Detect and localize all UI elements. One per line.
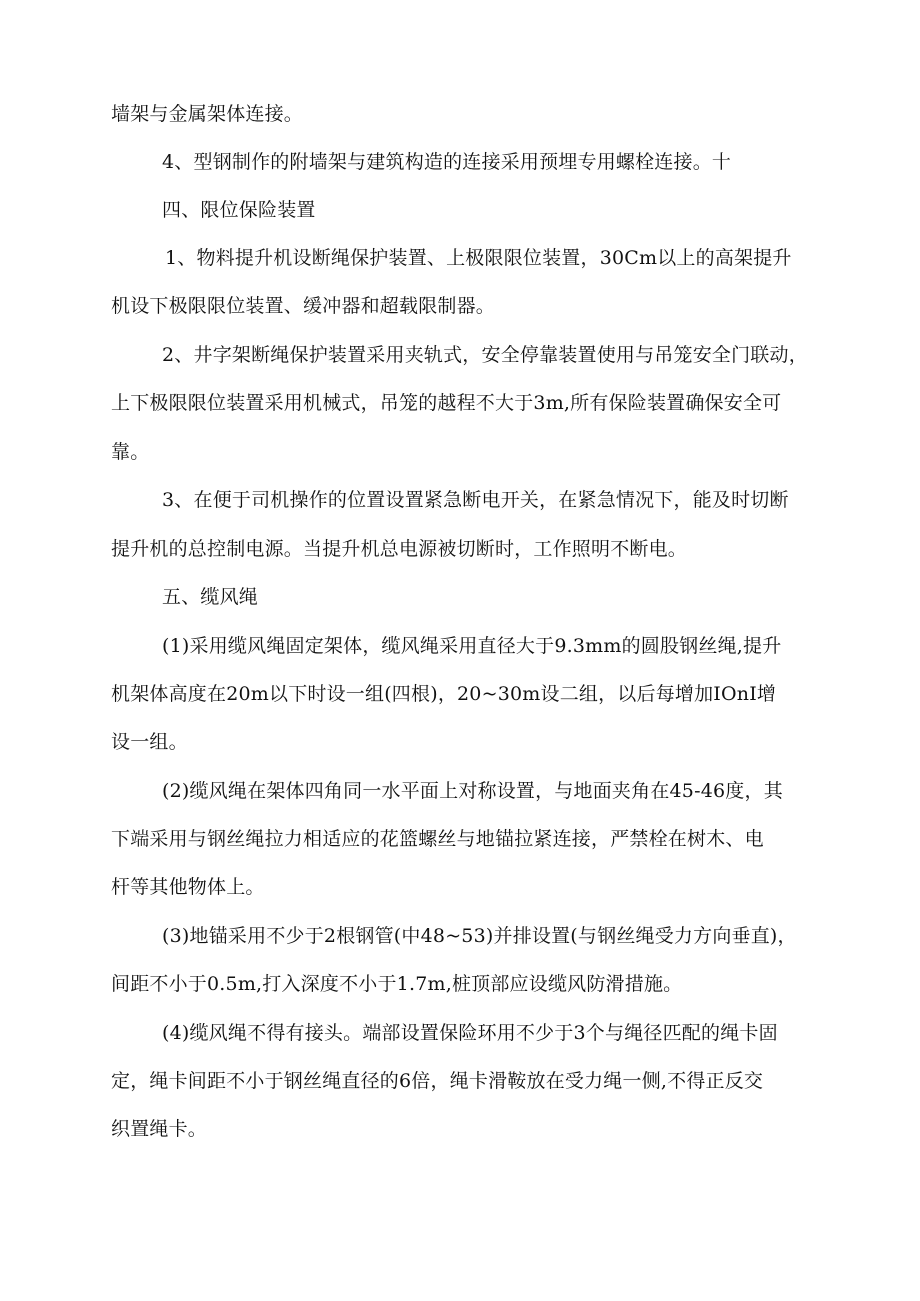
text-line: (3)地锚采用不少于2根钢管(中48~53)并排设置(与钢丝绳受力方向垂直)，	[162, 925, 797, 947]
text-line: 靠。	[111, 441, 150, 463]
text-line: 墙架与金属架体连接。	[111, 103, 304, 125]
text-line: 设一组。	[111, 731, 188, 753]
text-line: (2)缆风绳在架体四角同一水平面上对称设置，与地面夹角在45-46度，其	[162, 780, 783, 802]
text-line: 机设下极限限位装置、缓冲器和超载限制器。	[111, 295, 496, 317]
text-line: 上下极限限位装置采用机械式，吊笼的越程不大于3m,所有保险装置确保安全可	[111, 392, 782, 414]
text-line: 提升机的总控制电源。当提升机总电源被切断时，工作照明不断电。	[111, 538, 688, 560]
text-line: 织置绳卡。	[111, 1118, 208, 1140]
text-line: 定，绳卡间距不小于钢丝绳直径的6倍，绳卡滑鞍放在受力绳一侧,不得正反交	[111, 1070, 764, 1092]
text-line: 下端采用与钢丝绳拉力相适应的花篮螺丝与地锚拉紧连接，严禁栓在树木、电	[111, 828, 764, 850]
text-line: 间距不小于0.5m,打入深度不小于1.7m,桩顶部应设缆风防滑措施。	[111, 973, 683, 995]
text-line: 3、在便于司机操作的位置设置紧急断电开关，在紧急情况下，能及时切断	[162, 489, 789, 511]
text-line: 1、物料提升机设断绳保护装置、上极限限位装置，30Cm以上的高架提升	[165, 247, 792, 269]
text-line: (4)缆风绳不得有接头。端部设置保险环用不少于3个与绳径匹配的绳卡固	[162, 1022, 778, 1044]
section-heading: 四、限位保险装置	[162, 199, 316, 221]
text-line: 2、井字架断绳保护装置采用夹轨式，安全停靠装置使用与吊笼安全门联动，	[162, 344, 808, 366]
text-line: (1)采用缆风绳固定架体，缆风绳采用直径大于9.3mm的圆股钢丝绳,提升	[162, 635, 782, 657]
text-line: 机架体高度在20m以下时设一组(四根)，20~30m设二组，以后每增加IOnI增	[111, 683, 777, 705]
text-line: 杆等其他物体上。	[111, 876, 265, 898]
section-heading: 五、缆风绳	[162, 586, 259, 608]
text-line: 4、型钢制作的附墙架与建筑构造的连接采用预埋专用螺栓连接。十	[162, 151, 732, 173]
